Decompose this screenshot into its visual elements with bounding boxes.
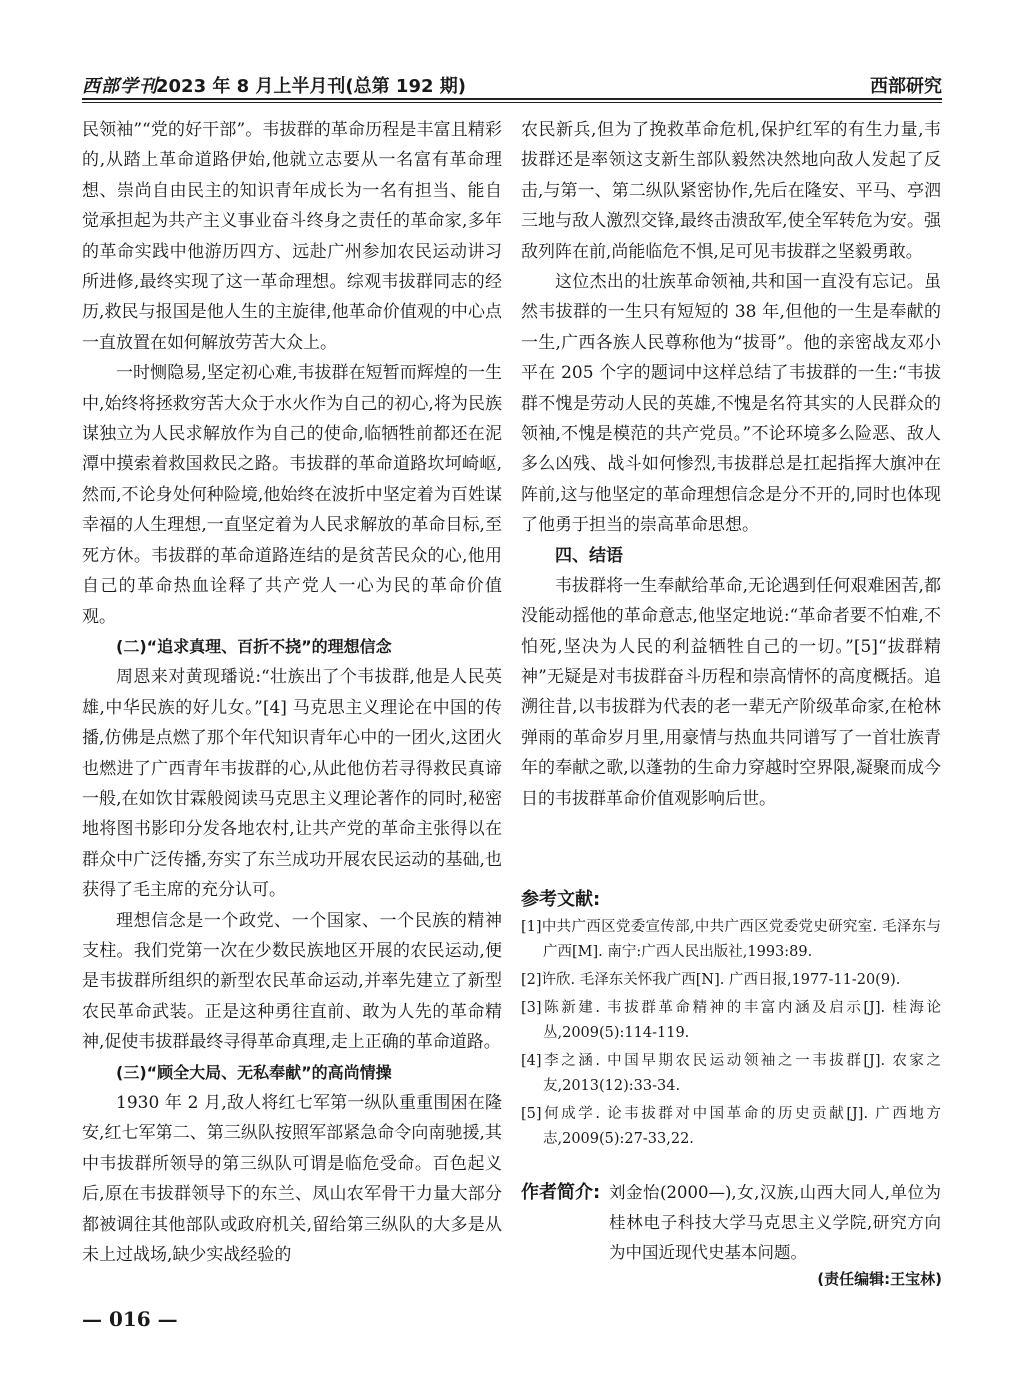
references-list bbox=[521, 915, 941, 1155]
references-title: 参考文献: bbox=[521, 889, 601, 910]
page-number: — 016 — bbox=[82, 1307, 178, 1331]
paragraph: 周恩来对黄现璠说:“壮族出了个韦拔群,他是人民英雄,中华民族的好儿女。”[4] 马克思主义理论在中国的传播,仿佛是点燃了那个年代知识青年心中的一团火,这团火也燃进了广西青年韦拔群的心,从此他仿若寻得救民真谛一般,在如饮甘霖般阅读马克思主义理论著作的同时,秘密地将图书影印分发各地农村,让共产党的革命主张得以在群众中广泛传播,夯实了东兰成功开展农民运动的基础,也获得了毛主席的充分认可。 bbox=[82, 667, 502, 901]
paragraph: 1930 年 2 月,敌人将红七军第一纵队重重围困在隆安,红七军第二、第三纵队按照军部紧急命令向南驰援,其中韦拔群所领导的第三纵队可谓是临危受命。百色起义后,原在韦拔群领导下的东兰、凤山农军骨干力量大部分都被调往其他部队或政府机关,留给第三纵队的大多是从未上过战场,缺少实战经验的 bbox=[82, 1093, 502, 1266]
reference-item: [1]中共广西区党委宣传部,中共广西区党委党史研究室. 毛泽东与广西[M]. 南宁:广西人民出版社,1993:89. bbox=[521, 919, 941, 960]
reference-item: [5]何成学. 论韦拔群对中国革命的历史贡献[J]. 广西地方志,2009(5):27-33,22. bbox=[521, 1106, 941, 1147]
section-subheading: (三)“顾全大局、无私奉献”的高尚情操 bbox=[116, 1062, 392, 1082]
paragraph: 民领袖”“党的好干部”。韦拔群的革命历程是丰富且精彩的,从踏上革命道路伊始,他就立志要从一名富有革命理想、崇尚自由民主的知识青年成长为一名有担当、能自觉承担起为共产主义事业奋斗终身之责任的革命家,多年的革命实践中他游历四方、远赴广州参加农民运动讲习所进修,最终实现了这一革命理想。综观韦拔群同志的经历,救民与报国是他人生的主旋律,他革命价值观的中心点一直放置在如何解放劳苦大众上。 bbox=[82, 120, 502, 353]
section-name: 西部研究 bbox=[870, 76, 942, 97]
header-rule-thin bbox=[82, 102, 942, 103]
reference-item: [3]陈新建. 韦拔群革命精神的丰富内涵及启示[J]. 桂海论丛,2009(5):114-119. bbox=[521, 1000, 941, 1041]
right-column bbox=[521, 115, 941, 814]
header-rule bbox=[82, 98, 942, 100]
reference-item: [2]许欣. 毛泽东关怀我广西[N]. 广西日报,1977-11-20(9). bbox=[521, 972, 901, 988]
journal-logo: 西部学刊 bbox=[82, 76, 158, 97]
section-heading: 四、结语 bbox=[555, 545, 623, 566]
paragraph: 一时恻隐易,坚定初心难,韦拔群在短暂而辉煌的一生中,始终将拯救穷苦大众于水火作为自己的初心,将为民族谋独立为人民求解放作为自己的使命,临牺牲前都还在泥潭中摸索着救国救民之路。韦拔群的革命道路坎坷崎岖,然而,不论身处何种险境,他始终在波折中坚定着为百姓谋幸福的人生理想,一直坚定着为人民求解放的革命目标,至死方休。韦拔群的革命道路连结的是贫苦民众的心,他用自己的革命热血诠释了共产党人一心为民的革命价值观。 bbox=[82, 363, 502, 627]
paragraph: 这位杰出的壮族革命领袖,共和国一直没有忘记。虽然韦拔群的一生只有短短的 38 年,但他的一生是奉献的一生,广西各族人民尊称他为“拔哥”。他的亲密战友邓小平在 205 个字的题词中这样总结了韦拔群的一生:“韦拔群不愧是劳动人民的英雄,不愧是名符其实的人民群众的领袖,不愧是模范的共产党员。”不论环境多么险恶、敌人多么凶残、战斗如何惨烈,韦拔群总是扛起指挥大旗冲在阵前,这与他坚定的革命理想信念是分不开的,同时也体现了他勇于担当的崇高革命思想。 bbox=[521, 272, 941, 536]
paragraph: 韦拔群将一生奉献给革命,无论遇到任何艰难困苦,都没能动摇他的革命意志,他坚定地说:“革命者要不怕难,不怕死,坚决为人民的利益牺牲自己的一切。”[5]“拔群精神”无疑是对韦拔群奋斗历程和崇高情怀的高度概括。追溯往昔,以韦拔群为代表的老一辈无产阶级革命家,在枪林弹雨的革命岁月里,用豪情与热血共同谱写了一首壮族青年的奉献之歌,以蓬勃的生命力穿越时空界限,凝聚而成今日的韦拔群革命价值观影响后世。 bbox=[521, 575, 941, 809]
left-column bbox=[82, 115, 502, 1270]
author-label: 作者简介: bbox=[521, 1182, 601, 1203]
editor-credit: (责任编辑:王宝林) bbox=[817, 1270, 942, 1288]
paragraph: 理想信念是一个政党、一个国家、一个民族的精神支柱。我们党第一次在少数民族地区开展的农民运动,便是韦拔群所组织的新型农民革命运动,并率先建立了新型农民革命武装。正是这种勇往直前、敢为人先的革命精神,促使韦拔群最终寻得革命真理,走上正确的革命道路。 bbox=[82, 910, 502, 1053]
page-header bbox=[82, 70, 942, 98]
author-text: 刘金怡(2000—),女,汉族,山西大同人,单位为桂林电子科技大学马克思主义学院,研究方向为中国近现代史基本问题。 bbox=[609, 1183, 941, 1262]
author-bio bbox=[521, 1178, 941, 1268]
section-subheading: (二)“追求真理、百折不挠”的理想信念 bbox=[116, 636, 392, 656]
issue-info: 2023 年 8 月上半月刊(总第 192 期) bbox=[156, 76, 466, 97]
reference-item: [4]李之涵. 中国早期农民运动领袖之一韦拔群[J]. 农家之友,2013(12):33-34. bbox=[521, 1053, 941, 1094]
paragraph: 农民新兵,但为了挽救革命危机,保护红军的有生力量,韦拔群还是率领这支新生部队毅然决然地向敌人发起了反击,与第一、第二纵队紧密协作,先后在隆安、平马、亭泗三地与敌人激烈交锋,最终击溃敌军,使全军转危为安。强敌列阵在前,尚能临危不惧,足可见韦拔群之坚毅勇敢。 bbox=[521, 120, 941, 262]
